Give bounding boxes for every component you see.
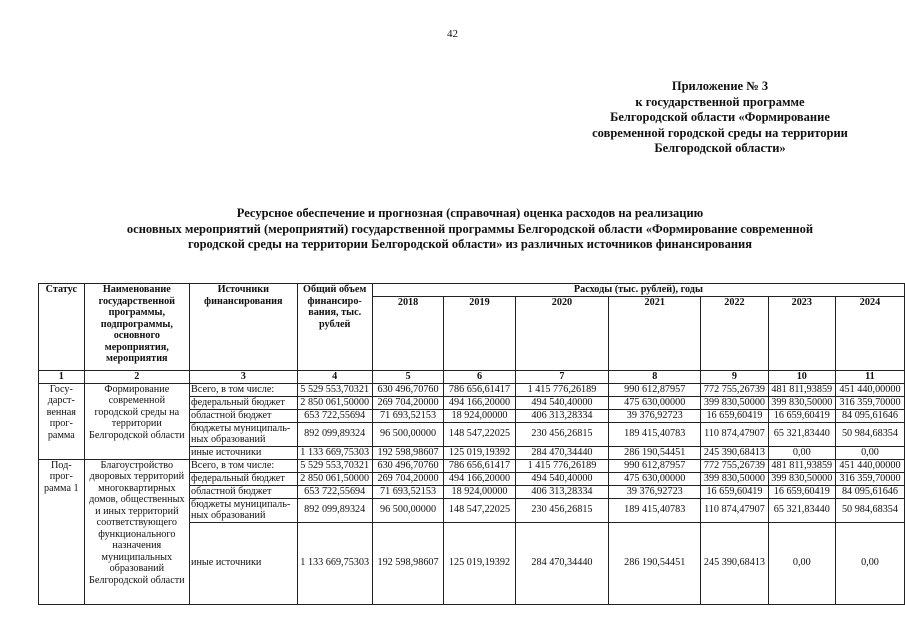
value-cell: 0,00 xyxy=(835,446,904,459)
value-cell: 990 612,87957 xyxy=(609,459,701,472)
value-cell: 630 496,70760 xyxy=(372,383,443,396)
value-cell: 481 811,93859 xyxy=(768,383,835,396)
column-number: 11 xyxy=(835,370,904,383)
total-cell: 5 529 553,70321 xyxy=(297,459,372,472)
column-numbers-row xyxy=(39,370,905,383)
title-line: городской среды на территории Белгородской области» из различных источников финансирования xyxy=(187,237,753,252)
value-cell: 494 540,40000 xyxy=(515,396,608,409)
value-cell: 284 470,34440 xyxy=(515,446,608,459)
value-cell: 84 095,61646 xyxy=(835,485,904,498)
value-cell: 399 830,50000 xyxy=(701,472,768,485)
value-cell: 96 500,00000 xyxy=(372,422,443,446)
value-cell: 786 656,61417 xyxy=(444,459,515,472)
header-source: Источники финансирования xyxy=(190,284,298,371)
value-cell: 189 415,40783 xyxy=(609,422,701,446)
header-year: 2024 xyxy=(835,296,904,370)
value-cell: 16 659,60419 xyxy=(768,485,835,498)
header-status: Статус xyxy=(39,284,85,371)
source-cell: федеральный бюджет xyxy=(190,472,298,485)
value-cell: 245 390,68413 xyxy=(701,446,768,459)
appendix-line: Белгородской области» xyxy=(654,141,786,156)
column-number: 6 xyxy=(444,370,515,383)
appendix-line: к государственной программе xyxy=(635,94,805,109)
value-cell: 18 924,00000 xyxy=(444,485,515,498)
value-cell: 148 547,22025 xyxy=(444,498,515,522)
total-cell: 653 722,55694 xyxy=(297,485,372,498)
document-title xyxy=(40,206,900,253)
value-cell: 316 359,70000 xyxy=(835,396,904,409)
value-cell: 0,00 xyxy=(835,522,904,604)
value-cell: 286 190,54451 xyxy=(609,446,701,459)
source-cell: областной бюджет xyxy=(190,409,298,422)
header-total: Общий объем финансиро-вания, тыс. рублей xyxy=(297,284,372,371)
value-cell: 1 415 776,26189 xyxy=(515,459,608,472)
value-cell: 494 166,20000 xyxy=(444,472,515,485)
total-cell: 2 850 061,50000 xyxy=(297,396,372,409)
value-cell: 494 540,40000 xyxy=(515,472,608,485)
header-year: 2019 xyxy=(444,296,515,370)
value-cell: 1 415 776,26189 xyxy=(515,383,608,396)
program-name-cell: Благоустройство дворовых территорий многоквартирных домов, общественных и иных территорий соответствующего функционального назначения муниципальных образований Белгородской области xyxy=(84,459,189,604)
value-cell: 39 376,92723 xyxy=(609,485,701,498)
value-cell: 286 190,54451 xyxy=(609,522,701,604)
column-number: 3 xyxy=(190,370,298,383)
value-cell: 399 830,50000 xyxy=(768,396,835,409)
program-name-cell: Формирование современной городской среды на территории Белгородской области xyxy=(84,383,189,459)
column-number: 1 xyxy=(39,370,85,383)
value-cell: 50 984,68354 xyxy=(835,498,904,522)
page-number: 42 xyxy=(447,28,458,40)
status-cell: Госу-дарст-венная прог-рамма xyxy=(39,383,85,459)
value-cell: 96 500,00000 xyxy=(372,498,443,522)
column-number: 8 xyxy=(609,370,701,383)
value-cell: 0,00 xyxy=(768,522,835,604)
header-row xyxy=(39,284,905,297)
value-cell: 125 019,19392 xyxy=(444,446,515,459)
source-cell: бюджеты муниципаль-ных образований xyxy=(190,498,298,522)
total-cell: 2 850 061,50000 xyxy=(297,472,372,485)
value-cell: 494 166,20000 xyxy=(444,396,515,409)
title-line: Ресурсное обеспечение и прогнозная (справочная) оценка расходов на реализацию xyxy=(236,206,704,220)
value-cell: 39 376,92723 xyxy=(609,409,701,422)
header-year: 2020 xyxy=(515,296,608,370)
appendix-line: современной городской среды на территории xyxy=(592,125,848,140)
value-cell: 481 811,93859 xyxy=(768,459,835,472)
header-year: 2021 xyxy=(609,296,701,370)
value-cell: 84 095,61646 xyxy=(835,409,904,422)
value-cell: 230 456,26815 xyxy=(515,422,608,446)
value-cell: 65 321,83440 xyxy=(768,422,835,446)
value-cell: 18 924,00000 xyxy=(444,409,515,422)
value-cell: 71 693,52153 xyxy=(372,409,443,422)
column-number: 5 xyxy=(372,370,443,383)
value-cell: 990 612,87957 xyxy=(609,383,701,396)
header-year: 2018 xyxy=(372,296,443,370)
column-number: 7 xyxy=(515,370,608,383)
value-cell: 16 659,60419 xyxy=(768,409,835,422)
value-cell: 316 359,70000 xyxy=(835,472,904,485)
appendix-line: Приложение № 3 xyxy=(671,79,769,93)
value-cell: 399 830,50000 xyxy=(768,472,835,485)
value-cell: 399 830,50000 xyxy=(701,396,768,409)
value-cell: 110 874,47907 xyxy=(701,498,768,522)
value-cell: 475 630,00000 xyxy=(609,472,701,485)
value-cell: 192 598,98607 xyxy=(372,522,443,604)
value-cell: 475 630,00000 xyxy=(609,396,701,409)
value-cell: 284 470,34440 xyxy=(515,522,608,604)
column-number: 9 xyxy=(701,370,768,383)
appendix-line: Белгородской области «Формирование xyxy=(610,110,830,125)
value-cell: 786 656,61417 xyxy=(444,383,515,396)
value-cell: 71 693,52153 xyxy=(372,485,443,498)
value-cell: 50 984,68354 xyxy=(835,422,904,446)
value-cell: 630 496,70760 xyxy=(372,459,443,472)
header-year: 2022 xyxy=(701,296,768,370)
column-number: 2 xyxy=(84,370,189,383)
value-cell: 245 390,68413 xyxy=(701,522,768,604)
value-cell: 406 313,28334 xyxy=(515,485,608,498)
total-cell: 5 529 553,70321 xyxy=(297,383,372,396)
value-cell: 772 755,26739 xyxy=(701,459,768,472)
value-cell: 451 440,00000 xyxy=(835,459,904,472)
column-number: 10 xyxy=(768,370,835,383)
total-cell: 892 099,89324 xyxy=(297,498,372,522)
source-cell: иные источники xyxy=(190,446,298,459)
value-cell: 16 659,60419 xyxy=(701,485,768,498)
value-cell: 406 313,28334 xyxy=(515,409,608,422)
source-cell: Всего, в том числе: xyxy=(190,383,298,396)
value-cell: 0,00 xyxy=(768,446,835,459)
source-cell: областной бюджет xyxy=(190,485,298,498)
total-cell: 1 133 669,75303 xyxy=(297,446,372,459)
total-cell: 892 099,89324 xyxy=(297,422,372,446)
status-cell: Под-прог-рамма 1 xyxy=(39,459,85,604)
source-cell: федеральный бюджет xyxy=(190,396,298,409)
table-row xyxy=(39,459,905,472)
header-year: 2023 xyxy=(768,296,835,370)
source-cell: иные источники xyxy=(190,522,298,604)
header-expenses: Расходы (тыс. рублей), годы xyxy=(372,284,904,297)
source-cell: бюджеты муниципаль-ных образований xyxy=(190,422,298,446)
value-cell: 189 415,40783 xyxy=(609,498,701,522)
source-cell: Всего, в том числе: xyxy=(190,459,298,472)
value-cell: 772 755,26739 xyxy=(701,383,768,396)
value-cell: 110 874,47907 xyxy=(701,422,768,446)
title-line: основных мероприятий (мероприятий) государственной программы Белгородской области «Формирование современной xyxy=(126,221,814,236)
value-cell: 451 440,00000 xyxy=(835,383,904,396)
total-cell: 1 133 669,75303 xyxy=(297,522,372,604)
value-cell: 192 598,98607 xyxy=(372,446,443,459)
value-cell: 16 659,60419 xyxy=(701,409,768,422)
value-cell: 269 704,20000 xyxy=(372,396,443,409)
value-cell: 269 704,20000 xyxy=(372,472,443,485)
value-cell: 148 547,22025 xyxy=(444,422,515,446)
appendix-caption xyxy=(560,79,880,157)
resources-table xyxy=(38,283,905,605)
total-cell: 653 722,55694 xyxy=(297,409,372,422)
column-number: 4 xyxy=(297,370,372,383)
value-cell: 125 019,19392 xyxy=(444,522,515,604)
value-cell: 65 321,83440 xyxy=(768,498,835,522)
table-row xyxy=(39,383,905,396)
value-cell: 230 456,26815 xyxy=(515,498,608,522)
header-name: Наименование государственной программы, подпрограммы, основного мероприятия, мероприятия xyxy=(84,284,189,371)
